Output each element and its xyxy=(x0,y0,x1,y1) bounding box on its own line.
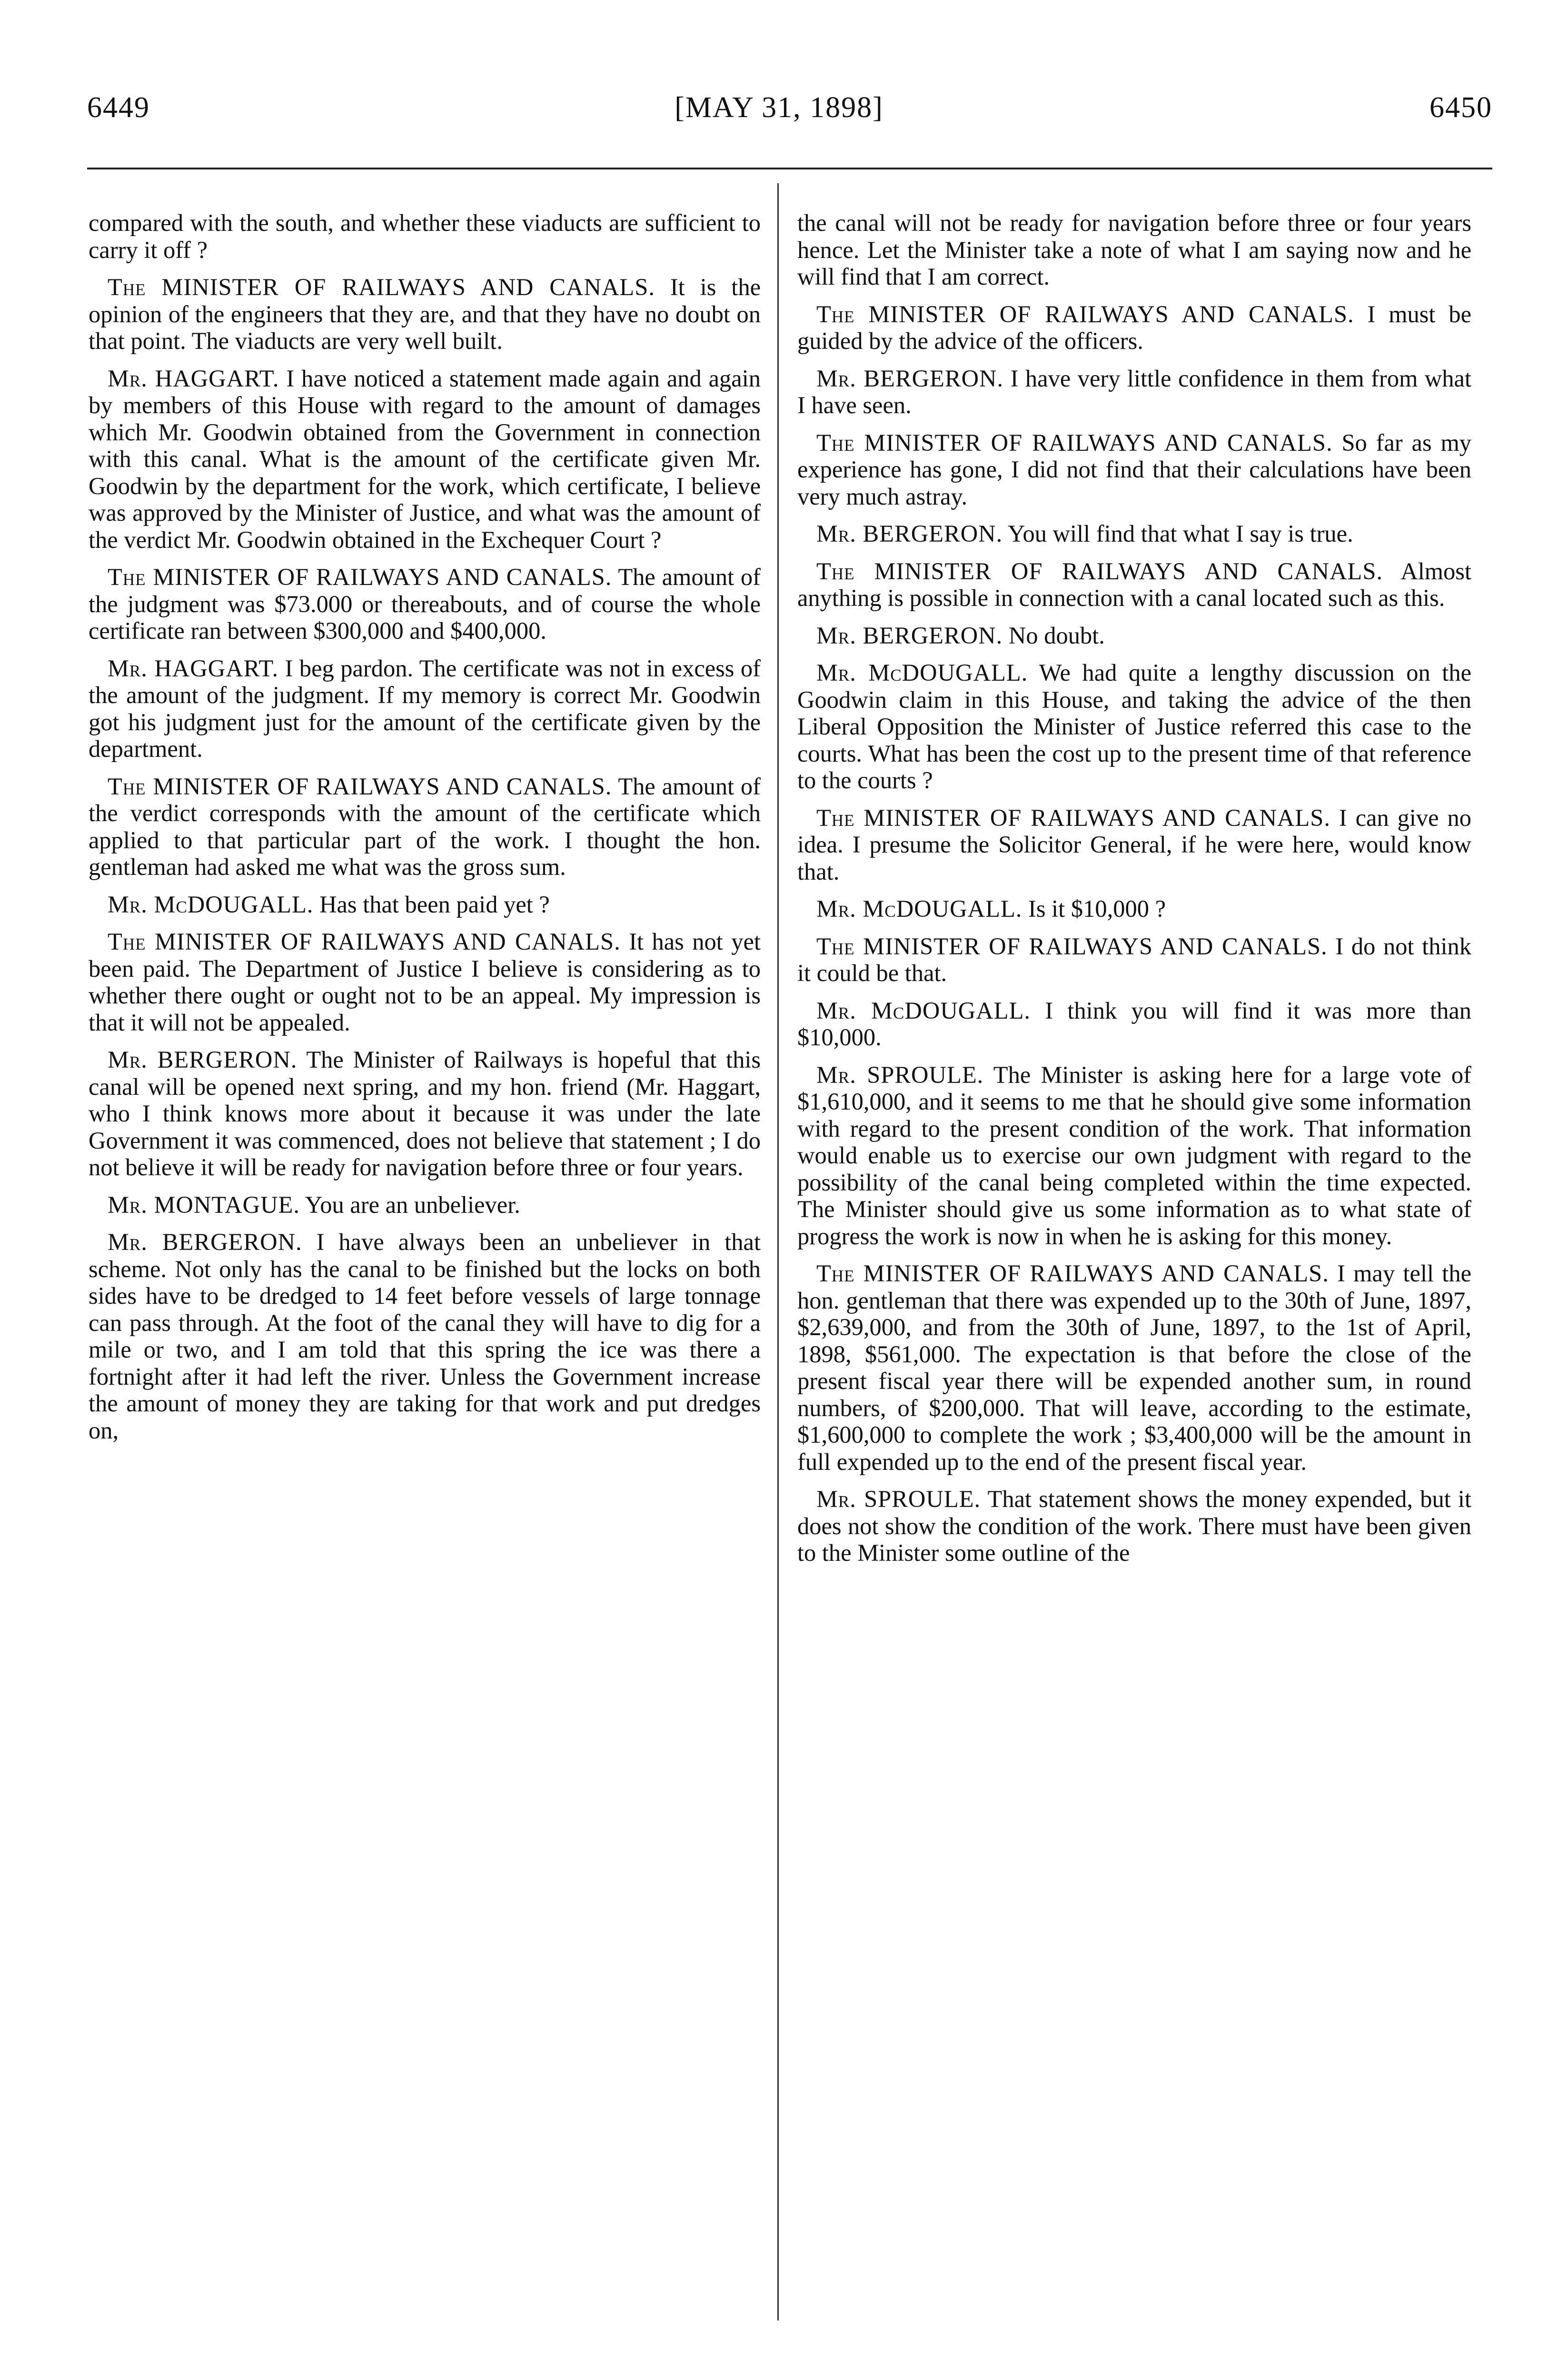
left-column xyxy=(89,209,761,1454)
speaker-name: Mr. McDOUGALL. xyxy=(816,895,1022,922)
speech-text: You will find that what I say is true. xyxy=(1008,520,1353,547)
right-column xyxy=(797,209,1471,1577)
speaker-name: Mr. McDOUGALL. xyxy=(816,997,1031,1024)
speech-text: You are an unbeliever. xyxy=(305,1191,520,1218)
speech-text: No doubt. xyxy=(1008,622,1105,649)
speech-paragraph xyxy=(797,1486,1471,1567)
speaker-name: The MINISTER OF RAILWAYS AND CANALS. xyxy=(108,564,612,590)
speech-text: It has not yet been paid. The Department of Justice I believe is considering as to whether there ought or ought not to be an appeal. My impression is that it will not be appealed. xyxy=(89,928,761,1036)
speech-text: Is it $10,000 ? xyxy=(1028,895,1166,922)
speech-paragraph xyxy=(89,1046,761,1181)
speech-paragraph xyxy=(797,933,1471,987)
speaker-name: The MINISTER OF RAILWAYS AND CANALS. xyxy=(816,429,1333,456)
speaker-name: Mr. McDOUGALL. xyxy=(108,891,314,918)
speech-text: I have always been an unbeliever in that scheme. Not only has the canal to be finished but the locks on both sides have to be dredged to 14 feet before vessels of large tonnage can pass through. At the foot of the canal they will have to dig for a mile or two, and I am told that this spring the ice was there a fortnight after it had left the river. Unless the Government increase the amount of money they are taking for that work and put dredges on, xyxy=(89,1229,761,1444)
speech-text: I can give no idea. I presume the Solicitor General, if he were here, would know that. xyxy=(797,804,1472,885)
speech-text: Has that been paid yet ? xyxy=(319,891,550,918)
speech-paragraph xyxy=(89,365,761,554)
speech-text: The Minister is asking here for a large vote of $1,610,000, and it seems to me that he should give some information with regard to the present condition of the work. That information would enable us to exercise our own judgment with regard to the possibility of the canal being completed within the time expected. The Minister should give us some information as to what state of progress the work is now in when he is asking for this money. xyxy=(797,1061,1471,1250)
speech-paragraph xyxy=(89,891,761,918)
speaker-name: The MINISTER OF RAILWAYS AND CANALS. xyxy=(816,557,1383,585)
left-page-number: 6449 xyxy=(87,91,150,124)
speaker-name: Mr. McDOUGALL. xyxy=(816,659,1028,686)
speaker-name: Mr. HAGGART. xyxy=(108,365,279,392)
speech-text: The amount of the verdict corresponds with the amount of the certificate which applied to that particular part of the work. I thought the hon. gentleman had asked me what was the gross sum. xyxy=(89,773,761,880)
speech-paragraph xyxy=(797,301,1471,355)
speech-paragraph xyxy=(89,655,761,763)
speech-paragraph xyxy=(89,928,761,1036)
speaker-name: The MINISTER OF RAILWAYS AND CANALS. xyxy=(108,274,655,300)
speech-paragraph xyxy=(89,274,761,355)
speech-paragraph xyxy=(89,209,761,263)
speech-paragraph xyxy=(797,622,1471,649)
speaker-name: Mr. BERGERON. xyxy=(816,622,1003,649)
speech-paragraph xyxy=(797,558,1471,612)
speech-paragraph xyxy=(797,1260,1471,1475)
speech-text: I beg pardon. The certificate was not in excess of the amount of the judgment. If my memory is correct Mr. Goodwin got his judgment just for the amount of the certificate given by the department. xyxy=(89,654,761,762)
speech-text: compared with the south, and whether these viaducts are sufficient to carry it off ? xyxy=(89,209,761,263)
speaker-name: Mr. SPROULE. xyxy=(816,1061,984,1088)
speaker-name: The MINISTER OF RAILWAYS AND CANALS. xyxy=(816,300,1354,327)
speech-paragraph xyxy=(797,895,1471,922)
speech-text: I must be guided by the advice of the officers. xyxy=(797,300,1471,354)
speech-paragraph xyxy=(797,1061,1471,1250)
speech-text: So far as my experience has gone, I did not find that their calculations have been very much astray. xyxy=(797,429,1472,510)
speaker-name: The MINISTER OF RAILWAYS AND CANALS. xyxy=(816,804,1330,831)
speech-text: The amount of the judgment was $73.000 or thereabouts, and of course the whole certificate ran between $300,000 and $400,000. xyxy=(89,564,761,644)
speech-text: We had quite a lengthy discussion on the Goodwin claim in this House, and taking the advice of the then Liberal Opposition the Minister of Justice referred this case to the courts. What has been the cost up to the present time of that reference to the courts ? xyxy=(797,659,1471,793)
speaker-name: Mr. MONTAGUE. xyxy=(108,1191,300,1218)
speech-text: I may tell the hon. gentleman that there was expended up to the 30th of June, 1897, $2,639,000, and from the 30th of June, 1897, to the 1st of April, 1898, $561,000. The expectation is that before the close of the present fiscal year there will be expended another sum, in round numbers, of $200,000. That will leave, according to the estimate, $1,600,000 to complete the work ; $3,400,000 will be the amount in full expended up to the end of the present fiscal year. xyxy=(797,1260,1472,1475)
speech-text: I have very little confidence in them from what I have seen. xyxy=(797,365,1471,418)
speech-paragraph xyxy=(797,429,1471,510)
speaker-name: Mr. BERGERON. xyxy=(108,1229,302,1255)
speech-paragraph xyxy=(797,520,1471,547)
speaker-name: Mr. BERGERON. xyxy=(108,1046,298,1073)
right-page-number: 6450 xyxy=(1429,91,1492,124)
speech-text: The Minister of Railways is hopeful that this canal will be opened next spring, and my hon. friend (Mr. Haggart, who I think knows more about it because it was under the late Government it was commenced, does not believe that statement ; I do not believe it will be ready for navigation before three or four years. xyxy=(89,1046,761,1180)
header-rule xyxy=(87,168,1492,169)
speech-paragraph xyxy=(89,773,761,881)
speech-paragraph xyxy=(797,365,1471,419)
speech-text: I do not think it could be that. xyxy=(797,932,1472,986)
speech-paragraph xyxy=(797,659,1471,794)
speaker-name: The MINISTER OF RAILWAYS AND CANALS. xyxy=(816,1260,1329,1287)
speech-paragraph xyxy=(89,1191,761,1219)
speaker-name: Mr. SPROULE. xyxy=(816,1486,981,1512)
speech-paragraph xyxy=(89,1229,761,1444)
page-date: [MAY 31, 1898] xyxy=(675,91,883,124)
speech-paragraph xyxy=(797,997,1471,1051)
speech-text: It is the opinion of the engineers that they are, and that they have no doubt on that point. The viaducts are very well built. xyxy=(89,274,761,354)
speech-paragraph xyxy=(89,564,761,645)
speech-paragraph xyxy=(797,804,1471,885)
column-divider xyxy=(777,183,779,2320)
speech-text: Almost anything is possible in connection with a canal located such as this. xyxy=(797,557,1471,611)
speech-text: the canal will not be ready for navigation before three or four years hence. Let the Minister take a note of what I am saying now and he will find that I am correct. xyxy=(797,209,1471,290)
speaker-name: Mr. BERGERON. xyxy=(816,365,1004,392)
speaker-name: The MINISTER OF RAILWAYS AND CANALS. xyxy=(108,928,621,955)
speaker-name: The MINISTER OF RAILWAYS AND CANALS. xyxy=(816,932,1328,960)
speaker-name: Mr. HAGGART. xyxy=(108,654,279,682)
speech-text: I think you will find it was more than $10,000. xyxy=(797,997,1472,1051)
speech-text: That statement shows the money expended, but it does not show the condition of the work. There must have been given to the Minister some outline of the xyxy=(797,1486,1471,1566)
speech-paragraph xyxy=(797,209,1471,290)
speech-text: I have noticed a statement made again and again by members of this House with regard to the amount of damages which Mr. Goodwin obtained from the Government in connection with this canal. What is the amount of the certificate given Mr. Goodwin by the department for the work, which certificate, I believe was approved by the Minister of Justice, and what was the amount of the verdict Mr. Goodwin obtained in the Exchequer Court ? xyxy=(89,365,761,553)
speaker-name: Mr. BERGERON. xyxy=(816,520,1003,547)
speaker-name: The MINISTER OF RAILWAYS AND CANALS. xyxy=(108,773,612,800)
